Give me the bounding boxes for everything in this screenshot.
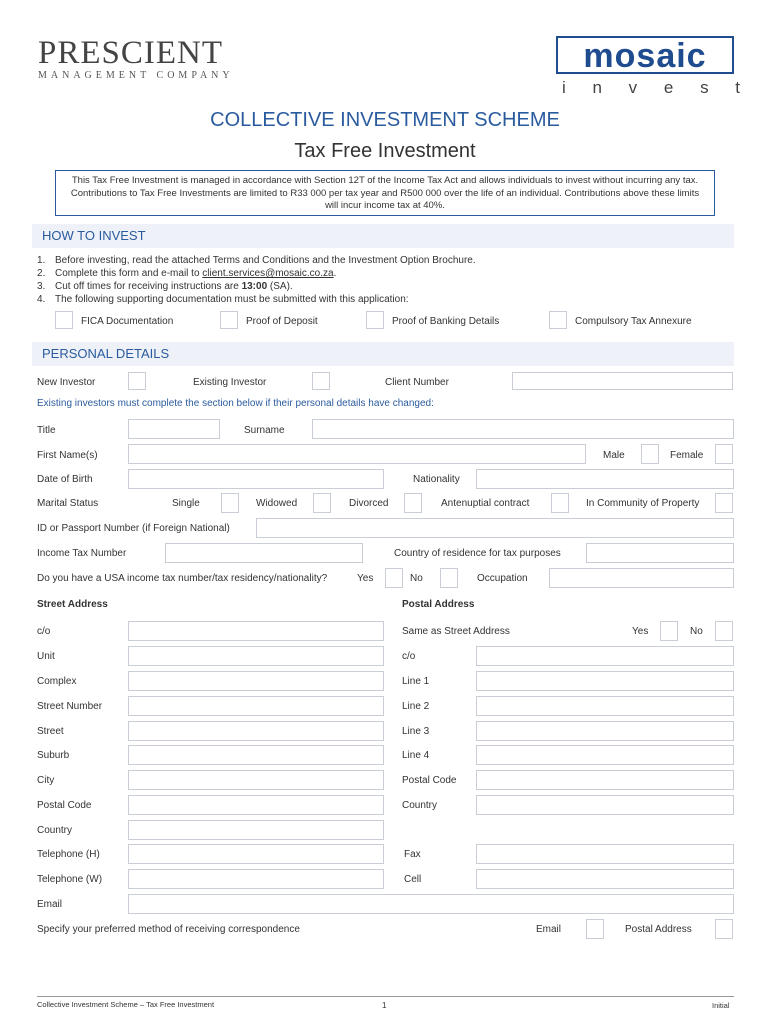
single-checkbox[interactable]: [221, 493, 239, 513]
same-yes-checkbox[interactable]: [660, 621, 678, 641]
fica-label: FICA Documentation: [81, 316, 174, 327]
intro-text: This Tax Free Investment is managed in accordance with Section 12T of the Income Tax Act and allows individuals to invest without incurring any tax. Contributions to Tax Free Investments are limited to R33 000 per tax year and R500 000 over the life of an individual. Contributions above these limits will incur income tax at 40%.: [70, 175, 700, 211]
city-input[interactable]: [128, 770, 384, 790]
same-yes-label: Yes: [632, 626, 649, 637]
surname-input[interactable]: [312, 419, 734, 439]
email-link[interactable]: client.services@mosaic.co.za: [202, 268, 334, 279]
female-checkbox[interactable]: [715, 444, 733, 464]
proof-banking-checkbox[interactable]: [366, 311, 384, 329]
street-input[interactable]: [128, 721, 384, 741]
title-label: Title: [37, 425, 56, 436]
title-input[interactable]: [128, 419, 220, 439]
how-to-invest-heading: HOW TO INVEST: [32, 224, 734, 248]
dob-input[interactable]: [128, 469, 384, 489]
street-postal-code-label: Postal Code: [37, 800, 92, 811]
usa-yes-label: Yes: [357, 573, 374, 584]
street-address-heading: Street Address: [37, 599, 108, 610]
line2-label: Line 2: [402, 701, 430, 712]
female-label: Female: [670, 450, 704, 461]
usa-no-label: No: [410, 573, 423, 584]
telephone-w-input[interactable]: [128, 869, 384, 889]
corr-email-label: Email: [536, 924, 562, 935]
existing-investor-label: Existing Investor: [193, 377, 267, 388]
footer-page-number: 1: [382, 1001, 387, 1010]
line2-input[interactable]: [476, 696, 734, 716]
step-1: 1. Before investing, read the attached Terms and Conditions and the Investment Option Brochure.: [37, 255, 476, 266]
divorced-label: Divorced: [349, 498, 389, 509]
country-residence-label: Country of residence for tax purposes: [394, 548, 561, 559]
widowed-label: Widowed: [256, 498, 298, 509]
proof-deposit-checkbox[interactable]: [220, 311, 238, 329]
corr-postal-checkbox[interactable]: [715, 919, 733, 939]
suburb-input[interactable]: [128, 745, 384, 765]
usa-no-checkbox[interactable]: [440, 568, 458, 588]
male-checkbox[interactable]: [641, 444, 659, 464]
first-names-input[interactable]: [128, 444, 586, 464]
line4-label: Line 4: [402, 750, 430, 761]
client-number-label: Client Number: [385, 377, 449, 388]
existing-investor-checkbox[interactable]: [312, 372, 330, 390]
intro-box: [55, 170, 715, 216]
steps-list: [37, 254, 727, 306]
antenuptial-checkbox[interactable]: [551, 493, 569, 513]
page-title: COLLECTIVE INVESTMENT SCHEME: [210, 109, 560, 131]
client-number-input[interactable]: [512, 372, 733, 390]
postal-address-heading: Postal Address: [402, 599, 475, 610]
id-passport-label: ID or Passport Number (if Foreign National): [37, 523, 230, 534]
page-subtitle: Tax Free Investment: [294, 140, 476, 162]
nationality-input[interactable]: [476, 469, 734, 489]
street-country-label: Country: [37, 825, 73, 836]
fax-input[interactable]: [476, 844, 734, 864]
complex-input[interactable]: [128, 671, 384, 691]
postal-co-label: c/o: [402, 651, 416, 662]
telephone-w-label: Telephone (W): [37, 874, 103, 885]
new-investor-checkbox[interactable]: [128, 372, 146, 390]
street-co-label: c/o: [37, 626, 51, 637]
complex-label: Complex: [37, 676, 77, 687]
footer-left: Collective Investment Scheme – Tax Free Investment: [37, 1000, 215, 1009]
widowed-checkbox[interactable]: [313, 493, 331, 513]
postal-postal-code-input[interactable]: [476, 770, 734, 790]
line1-input[interactable]: [476, 671, 734, 691]
proof-deposit-label: Proof of Deposit: [246, 316, 318, 327]
new-investor-label: New Investor: [37, 377, 96, 388]
street-country-input[interactable]: [128, 820, 384, 840]
tax-annexure-label: Compulsory Tax Annexure: [575, 316, 692, 327]
suburb-label: Suburb: [37, 750, 70, 761]
telephone-h-label: Telephone (H): [37, 849, 100, 860]
postal-co-input[interactable]: [476, 646, 734, 666]
income-tax-input[interactable]: [165, 543, 363, 563]
street-number-input[interactable]: [128, 696, 384, 716]
line4-input[interactable]: [476, 745, 734, 765]
dob-label: Date of Birth: [37, 474, 93, 485]
street-number-label: Street Number: [37, 701, 103, 712]
income-tax-label: Income Tax Number: [37, 548, 127, 559]
proof-banking-label: Proof of Banking Details: [392, 316, 500, 327]
correspondence-label: Specify your preferred method of receiving correspondence: [37, 924, 300, 935]
street-label: Street: [37, 726, 64, 737]
prescient-logo-name: PRESCIENT: [38, 35, 224, 71]
single-label: Single: [172, 498, 200, 509]
tax-annexure-checkbox[interactable]: [549, 311, 567, 329]
existing-investor-note: Existing investors must complete the section below if their personal details have changed:: [37, 398, 434, 409]
mosaic-logo-name: mosaic: [556, 36, 734, 74]
fax-label: Fax: [404, 849, 421, 860]
country-residence-input[interactable]: [586, 543, 734, 563]
email-input[interactable]: [128, 894, 734, 914]
step-4: 4. The following supporting documentation must be submitted with this application:: [37, 294, 409, 305]
nationality-label: Nationality: [413, 474, 460, 485]
postal-country-label: Country: [402, 800, 438, 811]
same-no-checkbox[interactable]: [715, 621, 733, 641]
male-label: Male: [603, 450, 625, 461]
fica-checkbox[interactable]: [55, 311, 73, 329]
footer-initial: Initial: [712, 1001, 730, 1010]
prescient-logo: [38, 36, 238, 88]
first-names-label: First Name(s): [37, 450, 98, 461]
divorced-checkbox[interactable]: [404, 493, 422, 513]
step-2: 2. Complete this form and e-mail to client.services@mosaic.co.za.: [37, 268, 337, 279]
antenuptial-label: Antenuptial contract: [441, 498, 530, 509]
same-no-label: No: [690, 626, 703, 637]
personal-details-heading: PERSONAL DETAILS: [32, 342, 734, 366]
postal-postal-code-label: Postal Code: [402, 775, 457, 786]
unit-label: Unit: [37, 651, 55, 662]
mosaic-logo: [556, 36, 752, 100]
city-label: City: [37, 775, 55, 786]
cell-input[interactable]: [476, 869, 734, 889]
unit-input[interactable]: [128, 646, 384, 666]
usa-question-label: Do you have a USA income tax number/tax residency/nationality?: [37, 573, 328, 584]
step-3: 3. Cut off times for receiving instructions are 13:00 (SA).: [37, 281, 293, 292]
surname-label: Surname: [244, 425, 285, 436]
corr-postal-label: Postal Address: [625, 924, 692, 935]
street-co-input[interactable]: [128, 621, 384, 641]
street-postal-code-input[interactable]: [128, 795, 384, 815]
postal-country-input[interactable]: [476, 795, 734, 815]
occupation-input[interactable]: [549, 568, 734, 588]
occupation-label: Occupation: [477, 573, 528, 584]
mosaic-logo-sub: i n v e s t: [562, 78, 752, 97]
email-label: Email: [37, 899, 63, 910]
same-as-street-label: Same as Street Address: [402, 626, 510, 637]
line1-label: Line 1: [402, 676, 430, 687]
marital-status-label: Marital Status: [37, 498, 99, 509]
community-label: In Community of Property: [586, 498, 700, 509]
community-checkbox[interactable]: [715, 493, 733, 513]
corr-email-checkbox[interactable]: [586, 919, 604, 939]
footer-divider: [37, 996, 734, 997]
prescient-logo-sub: MANAGEMENT COMPANY: [38, 70, 234, 81]
line3-label: Line 3: [402, 726, 430, 737]
cell-label: Cell: [404, 874, 422, 885]
usa-yes-checkbox[interactable]: [385, 568, 403, 588]
line3-input[interactable]: [476, 721, 734, 741]
id-passport-input[interactable]: [256, 518, 734, 538]
telephone-h-input[interactable]: [128, 844, 384, 864]
